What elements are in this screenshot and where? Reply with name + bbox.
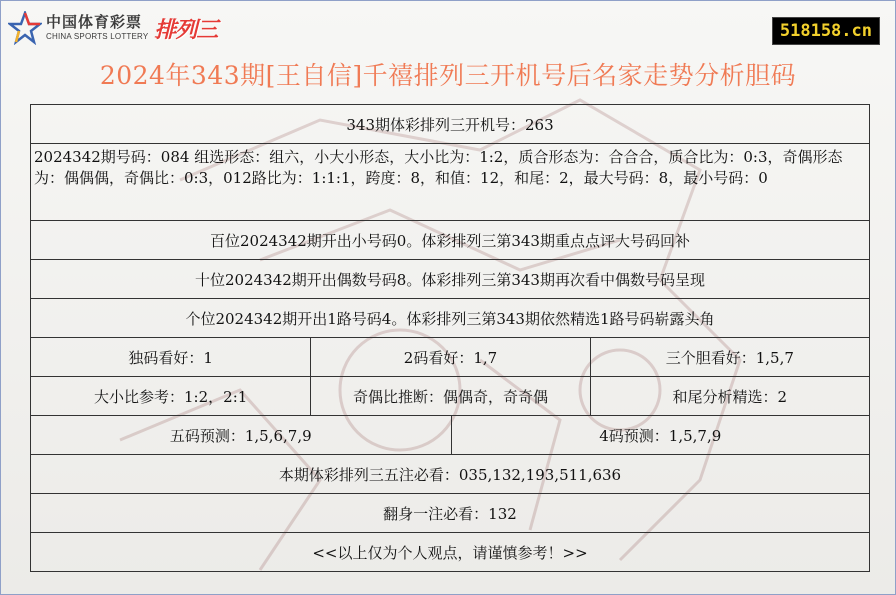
table-row-ratios	[31, 377, 869, 416]
odd-even-cell: 奇偶比推断：偶偶奇，奇奇偶	[310, 377, 589, 415]
table-row-ge: 个位2024342期开出1路号码4。体彩排列三第343期依然精选1路号码崭露头角	[31, 299, 869, 338]
logo-en-text: CHINA SPORTS LOTTERY	[46, 32, 149, 41]
site-domain-badge[interactable]: 518158.cn	[772, 17, 880, 45]
table-row-bai: 百位2024342期开出小号码0。体彩排列三第343期重点点评大号码回补	[31, 221, 869, 260]
table-row-picks	[31, 338, 869, 377]
three-pick-cell: 三个胆看好：1,5,7	[590, 338, 869, 376]
five-code-cell: 五码预测：1,5,6,7,9	[169, 426, 312, 445]
logo-cn-text: 中国体育彩票	[46, 13, 143, 31]
four-code-cell: 4码预测：1,5,7,9	[451, 416, 870, 454]
size-ratio-cell: 大小比参考：1:2，2:1	[94, 387, 248, 406]
table-row-fanshen: 翻身一注必看：132	[31, 494, 869, 533]
lottery-logo	[8, 10, 217, 46]
table-row-note: <<以上仅为个人观点，请谨慎参考！>>	[31, 533, 869, 572]
single-pick-cell: 独码看好：1	[128, 348, 213, 367]
two-pick-cell: 2码看好：1,7	[310, 338, 589, 376]
table-row-predictions	[31, 416, 869, 455]
game-name-logo: 排列三	[154, 17, 218, 43]
sum-tail-cell: 和尾分析精选：2	[590, 377, 869, 415]
page-title: 2024年343期[王自信]千禧排列三开机号后名家走势分析胆码	[99, 61, 797, 90]
star-logo-icon	[8, 11, 42, 45]
table-row-kaiji: 343期体彩排列三开机号：263	[31, 105, 869, 144]
table-row-detail: 2024342期号码：084 组选形态：组六，小大小形态，大小比为：1:2，质合形态为：合合合，质合比为：0:3，奇偶形态为：偶偶偶，奇偶比：0:3，012路比为：1:1:1，跨度：8，和值：12，和尾：2，最大号码：8，最小号码：0	[31, 144, 869, 221]
table-row-shi: 十位2024342期开出偶数号码8。体彩排列三第343期再次看中偶数号码呈现	[31, 260, 869, 299]
analysis-table	[30, 104, 870, 572]
table-row-wuzhu: 本期体彩排列三五注必看：035,132,193,511,636	[31, 455, 869, 494]
